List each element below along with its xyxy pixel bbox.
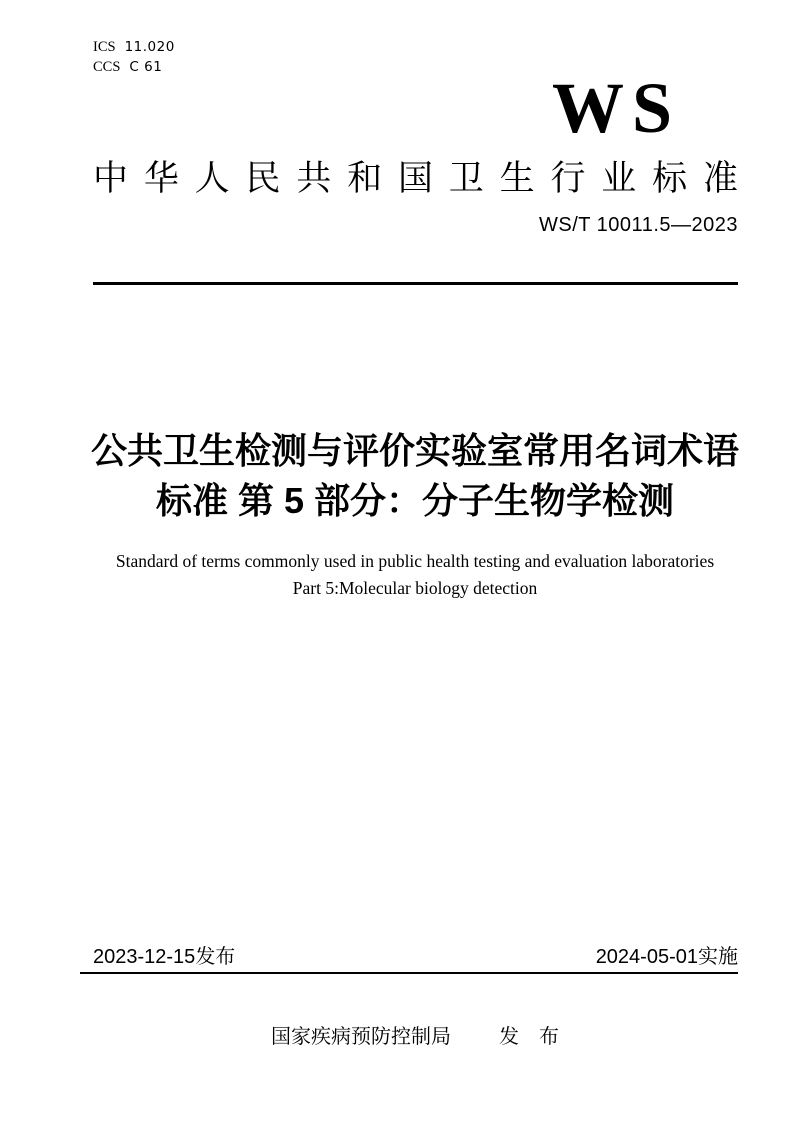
header-char: 中 <box>93 159 129 198</box>
header-char: 准 <box>702 159 738 198</box>
issue-date-value: 2023-12-15 <box>93 946 196 968</box>
ccs-value: C 61 <box>129 59 163 75</box>
standard-number: WS/T 10011.5—2023 <box>539 214 738 236</box>
header-char: 标 <box>652 159 688 198</box>
header-char: 和 <box>347 159 383 198</box>
publisher-line <box>271 1024 559 1050</box>
publish-action-label: 发 布 <box>499 1026 559 1048</box>
header-char: 人 <box>194 159 230 198</box>
implementation-date-value: 2024-05-01 <box>595 946 698 968</box>
document-title-english <box>116 548 714 602</box>
ccs-code <box>93 57 175 77</box>
header-divider-rule <box>93 282 738 285</box>
header-char: 国 <box>397 159 433 198</box>
header-char: 业 <box>601 159 637 198</box>
issue-date-label: 发布 <box>195 946 236 968</box>
header-char: 行 <box>550 159 586 198</box>
header-char: 民 <box>245 159 281 198</box>
document-title <box>91 426 739 526</box>
title-line-1: 公共卫生检测与评价实验室常用名词术语 <box>90 430 740 471</box>
header-char: 生 <box>499 159 535 198</box>
header-char: 卫 <box>448 159 484 198</box>
ics-value: 11.020 <box>124 39 175 55</box>
header-char: 华 <box>143 159 179 198</box>
subtitle-line-1: Standard of terms commonly used in public health testing and evaluation laboratories <box>115 551 715 571</box>
classification-codes <box>93 37 175 77</box>
footer-dates <box>93 945 738 969</box>
issue-date <box>93 945 235 969</box>
ics-label: ICS <box>93 39 116 55</box>
implementation-date-label: 实施 <box>698 946 738 968</box>
header-char: 共 <box>296 159 332 198</box>
implementation-date <box>596 945 738 969</box>
footer-divider-rule <box>80 972 738 974</box>
subtitle-line-2: Part 5:Molecular biology detection <box>292 578 538 598</box>
standard-category-header <box>93 159 738 199</box>
ccs-label: CCS <box>93 59 121 75</box>
title-line-2: 标准 第 5 部分：分子生物学检测 <box>155 480 675 521</box>
ics-code <box>93 37 175 57</box>
ws-logo: WS <box>552 68 681 148</box>
publisher-name: 国家疾病预防控制局 <box>271 1026 451 1048</box>
